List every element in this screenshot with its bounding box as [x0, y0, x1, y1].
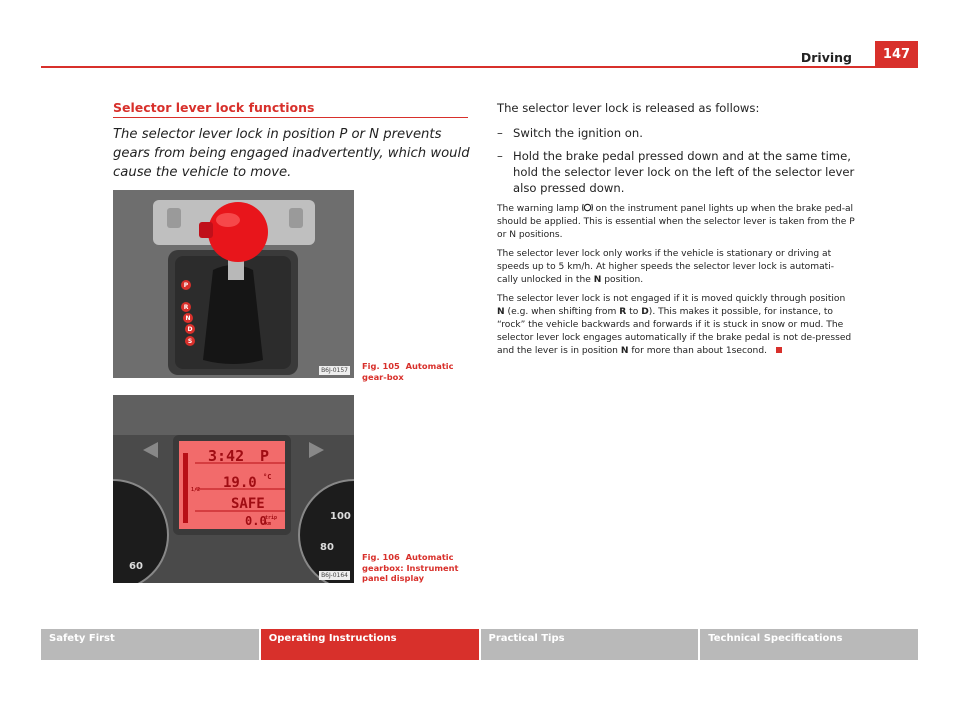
gear-R-label: R [183, 304, 189, 311]
figure-caption-105: Fig. 105 Automatic gear-box [362, 361, 454, 382]
brake-warning-lamp-icon [582, 203, 593, 212]
instrument-panel-illustration [113, 395, 354, 583]
figure-code: B6J-0164 [321, 572, 348, 579]
display-trip-label: trip [265, 515, 278, 521]
section-heading: Selector lever lock functions [113, 100, 315, 115]
gear-S-label: S [187, 338, 193, 345]
figure-caption-106: Fig. 106 Automatic gearbox: Instrument panel display [362, 552, 459, 583]
speedo-100: 100 [330, 511, 351, 522]
section-title: Driving [800, 50, 852, 65]
header-rule [41, 66, 918, 68]
gear-D-label: D [187, 326, 193, 333]
tab-safety-first[interactable]: Safety First [41, 629, 259, 660]
display-fuel-half: 1/2 [191, 487, 201, 493]
figure-instrument-panel [113, 395, 354, 583]
section-end-marker [776, 347, 782, 353]
display-trip-unit: km [265, 521, 272, 527]
figure-gear-selector [113, 190, 354, 378]
gear-N-label: N [185, 315, 191, 322]
display-gear: P [260, 447, 270, 465]
tab-technical-specifications[interactable]: Technical Specifications [700, 629, 918, 660]
list-item: – Switch the ignition on. [497, 126, 643, 140]
tab-practical-tips[interactable]: Practical Tips [481, 629, 699, 660]
list-item: – Hold the brake pedal pressed down and at the same time, hold the selector lever lock on the left of the selector lever also pressed down. [497, 149, 855, 195]
intro-paragraph: The selector lever lock in position P or N prevents gears from being engaged inadvertently, which would cause the vehicle to move. [113, 127, 470, 180]
gear-P-label: P [183, 282, 189, 289]
speedo-80: 80 [320, 542, 334, 553]
page-number: 147 [875, 41, 918, 68]
list-dash: – [497, 149, 503, 163]
list-dash: – [497, 126, 503, 140]
figure-code: B6J-0157 [321, 367, 348, 374]
display-temp-unit: °C [263, 473, 272, 481]
body-paragraph: The warning lamp on the instrument panel lights up when the brake ped-al should be applied. This is essential when the selector lever is taken from the P or N positions. [497, 204, 855, 240]
footer-tabs [41, 629, 918, 660]
speedo-60: 60 [129, 561, 143, 572]
right-column [497, 100, 855, 364]
body-paragraph: The selector lever lock only works if the vehicle is stationary or driving at speeds up to 5 km/h. At higher speeds the selector lever lock is automati-cally unlocked in the N position. [497, 249, 835, 285]
display-temp: 19.0 [223, 475, 257, 491]
tab-operating-instructions[interactable]: Operating Instructions [261, 629, 479, 660]
heading-rule [113, 117, 468, 118]
body-paragraph: The selector lever lock is not engaged if it is moved quickly through position N (e.g. when shifting from R to D). This makes it possible, for instance, to “rock” the vehicle backwards and forwards if it is stuck in snow or mud. The selector lever lock engages automatically if the brake pedal is not de-pressed and the lever is in position N for more than about 1second. [497, 294, 852, 356]
gear-selector-illustration [113, 190, 354, 378]
display-status: SAFE [231, 496, 265, 512]
display-time: 3:42 [208, 447, 245, 465]
display-trip: 0.0 [245, 514, 267, 528]
lead-paragraph: The selector lever lock is released as follows: [497, 101, 760, 115]
